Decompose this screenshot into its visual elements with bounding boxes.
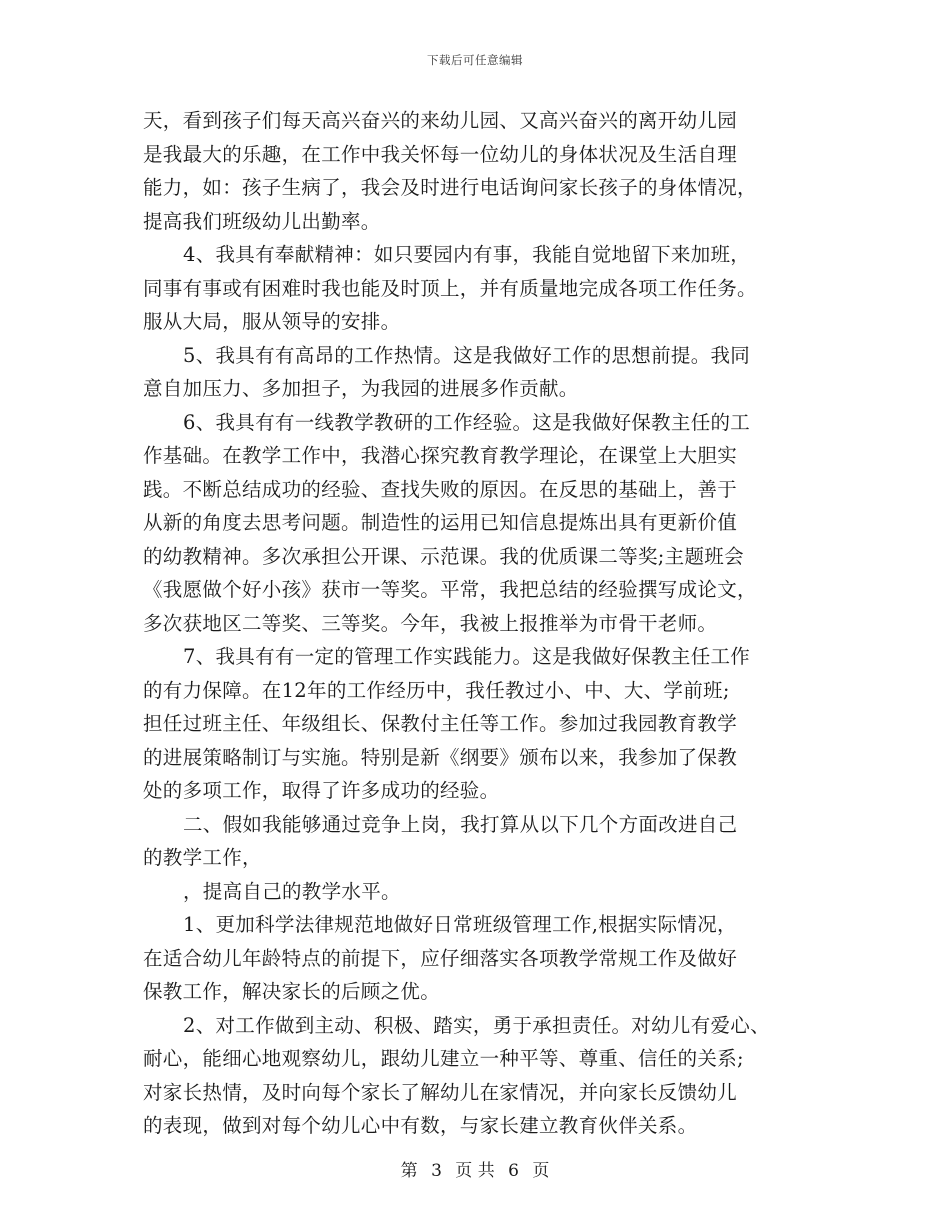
body-text-line: 4、我具有奉献精神：如只要园内有事，我能自觉地留下来加班， — [183, 243, 751, 266]
body-text-line: 天，看到孩子们每天高兴奋兴的来幼儿园、又高兴奋兴的离开幼儿园 — [143, 109, 738, 132]
body-text-line: 对家长热情，及时向每个家长了解幼儿在家情况，并向家长反馈幼儿 — [143, 1080, 738, 1104]
body-text-line: 的表现，做到对每个幼儿心中有数，与家长建立教育伙伴关系。 — [143, 1114, 698, 1137]
body-text-line: 同事有事或有困难时我也能及时顶上，并有质量地完成各项工作任务。 — [143, 276, 757, 300]
page-footer — [0, 1156, 950, 1181]
body-text-line: 的进展策略制订与实施。特别是新《纲要》颁布以来，我参加了保教 — [143, 745, 738, 769]
body-text-line: 2、对工作做到主动、积极、踏实，勇于承担责任。对幼儿有爱心、 — [183, 1013, 770, 1037]
body-text-line: 践。不断总结成功的经验、查找失败的原因。在反思的基础上，善于 — [143, 477, 738, 501]
body-text-line: 能力，如：孩子生病了，我会及时进行电话询问家长孩子的身体情况， — [143, 176, 757, 199]
body-text-line: 是我最大的乐趣，在工作中我关怀每一位幼儿的身体状况及生活自理 — [143, 142, 738, 166]
body-text-line: ，提高自己的教学水平。 — [183, 879, 401, 903]
body-text-line: 作基础。在教学工作中，我潜心探究教育教学理论，在课堂上大胆实 — [143, 444, 738, 467]
body-text-line: 7、我具有有一定的管理工作实践能力。这是我做好保教主任工作 — [183, 645, 751, 668]
body-text-line: 处的多项工作，取得了许多成功的经验。 — [143, 779, 500, 802]
body-text-line: 意自加压力、多加担子，为我园的进展多作贡献。 — [143, 377, 579, 400]
body-text-line: 多次获地区二等奖、三等奖。今年，我被上报推举为市骨干老师。 — [143, 611, 718, 635]
footer-page-number: 3 — [431, 1161, 442, 1181]
body-text-line: 提高我们班级幼儿出勤率。 — [143, 209, 381, 233]
body-text-line: 5、我具有有高昂的工作热情。这是我做好工作的思想前提。我同 — [183, 343, 751, 367]
footer-suffix: 页 — [532, 1161, 550, 1181]
body-text-line: 耐心，能细心地观察幼儿，跟幼儿建立一种平等、尊重、信任的关系; — [143, 1047, 744, 1070]
footer-total-pages: 6 — [508, 1161, 519, 1181]
footer-middle: 页 共 — [455, 1161, 495, 1181]
body-text-line: 的教学工作， — [143, 846, 262, 869]
body-text-line: 1、更加科学法律规范地做好日常班级管理工作,根据实际情况， — [183, 913, 737, 936]
page-header: 下载后可任意编辑 — [427, 53, 523, 67]
body-text-line: 的有力保障。在12年的工作经历中，我任教过小、中、大、学前班; — [143, 678, 730, 702]
footer-prefix: 第 — [400, 1161, 418, 1181]
body-text-line: 服从大局，服从领导的安排。 — [143, 310, 401, 333]
body-text-line: 在适合幼儿年龄特点的前提下，应仔细落实各项教学常规工作及做好 — [143, 946, 738, 970]
body-text-line: 6、我具有有一线教学教研的工作经验。这是我做好保教主任的工 — [183, 410, 751, 434]
body-text-line: 担任过班主任、年级组长、保教付主任等工作。参加过我园教育教学 — [143, 712, 738, 735]
body-text-line: 《我愿做个好小孩》获市一等奖。平常，我把总结的经验撰写成论文， — [143, 578, 757, 601]
body-text-line: 从新的角度去思考问题。制造性的运用已知信息提炼出具有更新价值 — [143, 511, 738, 534]
body-text-line: 的幼教精神。多次承担公开课、示范课。我的优质课二等奖;主题班会 — [143, 544, 744, 568]
body-text-line: 二、假如我能够通过竞争上岗，我打算从以下几个方面改进自己 — [183, 812, 738, 836]
document-body — [143, 104, 815, 1143]
body-text-line: 保教工作，解决家长的后顾之优。 — [143, 980, 441, 1003]
